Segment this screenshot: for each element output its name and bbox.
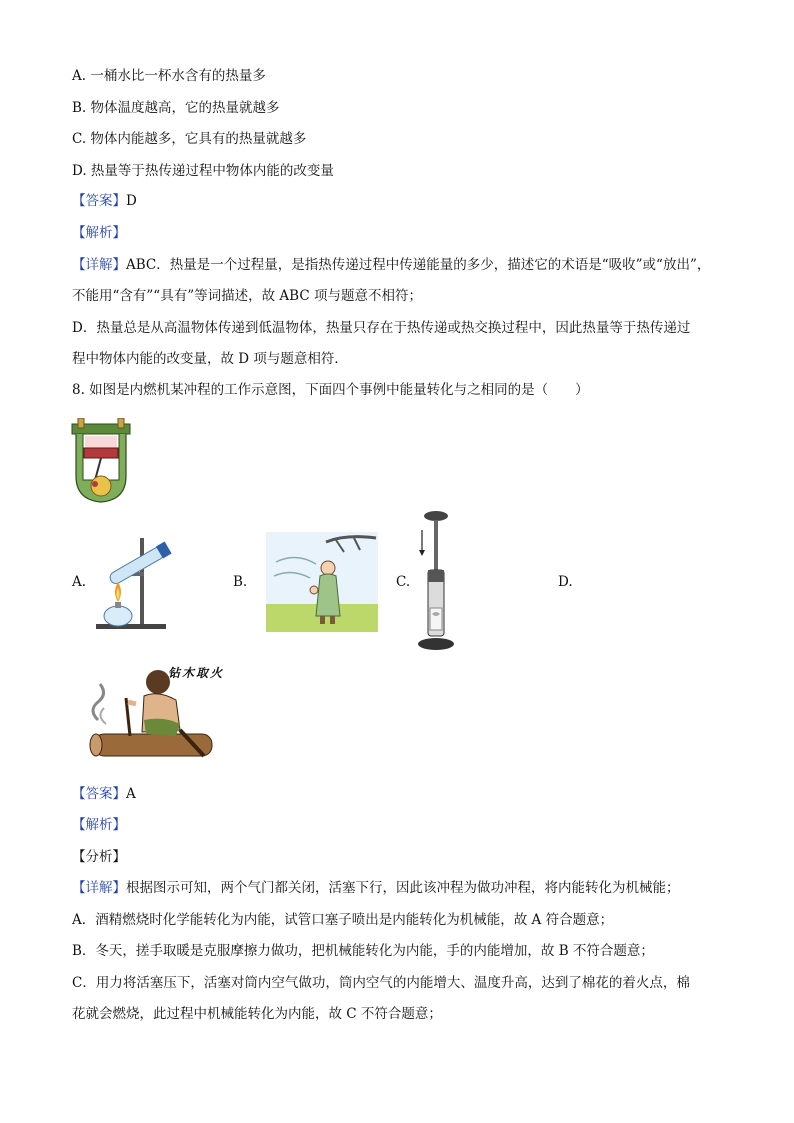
option-a: A. 一桶水比一杯水含有的热量多 — [72, 68, 266, 84]
q8-detail-line-1 — [72, 878, 680, 898]
analysis-tag — [72, 223, 126, 243]
q8-analysis-tag — [72, 815, 126, 835]
figure-option-d-label: D. — [558, 574, 573, 590]
q8-answer-line — [72, 784, 136, 804]
q8-analysis-sub-tag: 【分析】 — [72, 849, 126, 865]
answer-value: D — [126, 193, 137, 209]
question-8-stem: 8. 如图是内燃机某冲程的工作示意图，下面四个事例中能量转化与之相同的是（ ） — [72, 382, 589, 398]
figure-option-c-label: C. — [396, 574, 411, 590]
option-d: D. 热量等于热传递过程中物体内能的改变量 — [72, 163, 334, 179]
drill-wood-fire-figure — [84, 660, 224, 770]
figure-option-b-label: B. — [233, 574, 248, 590]
detail-tag: 【详解】 — [72, 257, 126, 273]
q8-detail-line-5: 花就会燃烧，此过程中机械能转化为内能，故 C 不符合题意； — [72, 1006, 442, 1022]
q8-detail-line-2: A．酒精燃烧时化学能转化为内能，试管口塞子喷出是内能转化为机械能，故 A 符合题意； — [72, 912, 614, 928]
detail-line-2: 不能用“含有”“具有”等词描述，故 ABC 项与题意不相符； — [72, 288, 422, 304]
figure-d-caption: 钻木取火 — [168, 666, 225, 680]
option-b: B. 物体温度越高，它的热量就越多 — [72, 100, 280, 116]
rubbing-hands-figure — [266, 532, 378, 632]
answer-tag: 【答案】 — [72, 193, 126, 209]
figure-option-a-label: A. — [72, 574, 87, 590]
q8-answer-tag: 【答案】 — [72, 786, 126, 802]
analysis-tag-text: 【解析】 — [72, 225, 126, 241]
detail-line-1 — [72, 255, 710, 275]
q8-detail-line-4: C．用力将活塞压下，活塞对筒内空气做功，筒内空气的内能增大、温度升高，达到了棉花的着火点，棉 — [72, 975, 690, 991]
detail-line-4: 程中物体内能的改变量，故 D 项与题意相符． — [72, 351, 348, 367]
q8-answer-value: A — [126, 786, 136, 802]
test-tube-lamp-figure — [88, 532, 180, 632]
detail-line-3: D．热量总是从高温物体传递到低温物体，热量只存在于热传递或热交换过程中，因此热量等于热传递过 — [72, 320, 691, 336]
q8-detail-line-3: B．冬天，搓手取暖是克服摩擦力做功，把机械能转化为内能，手的内能增加，故 B 不符合题意； — [72, 943, 654, 959]
engine-stroke-figure — [70, 418, 132, 504]
option-c: C. 物体内能越多，它具有的热量就越多 — [72, 131, 307, 147]
answer-line — [72, 191, 137, 211]
detail-text-1: ABC．热量是一个过程量，是指热传递过程中传递能量的多少，描述它的术语是“吸收”或“放出”， — [126, 257, 711, 273]
q8-analysis-tag-text: 【解析】 — [72, 817, 126, 833]
fire-syringe-figure — [414, 510, 456, 652]
q8-detail-tag: 【详解】 — [72, 880, 126, 896]
q8-detail-text-1: 根据图示可知，两个气门都关闭，活塞下行，因此该冲程为做功冲程，将内能转化为机械能； — [126, 880, 680, 896]
